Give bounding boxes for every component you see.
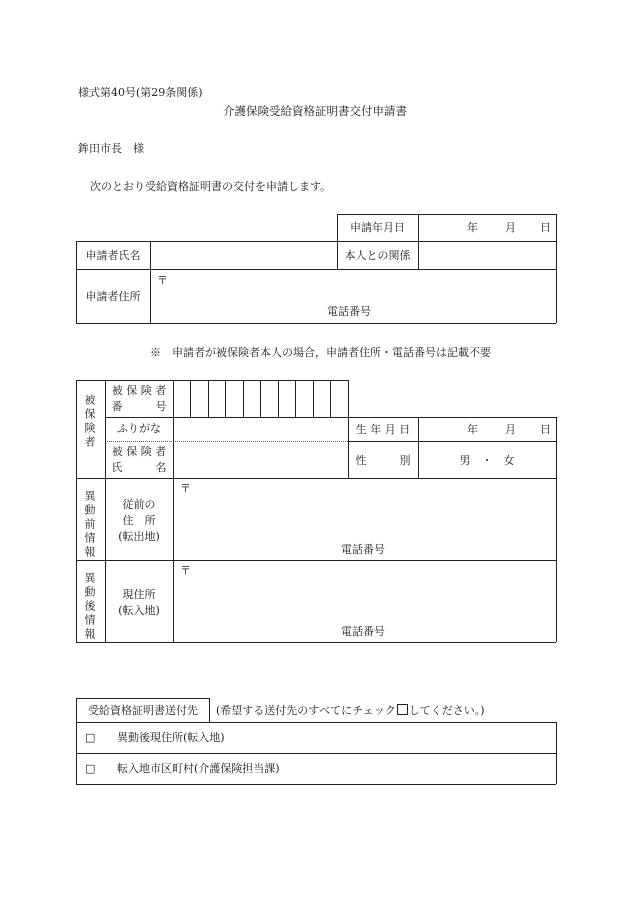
sex-options[interactable]: 男 ・ 女 — [459, 454, 515, 467]
intro-text: 次のとおり受給資格証明書の交付を申請します。 — [90, 180, 332, 193]
application-date-month: 月 — [505, 221, 516, 234]
after-address-label-1: 現住所 — [122, 588, 156, 601]
applicant-name-field[interactable] — [150, 241, 337, 269]
applicant-postal-mark: 〒 — [157, 274, 168, 287]
delivery-instruction-a: (希望する送付先のすべてにチェック — [216, 704, 396, 717]
birth-date-label: 生 年 月 日 — [355, 423, 411, 436]
after-address-label-2: (転入地) — [118, 604, 160, 617]
sex-label: 性 別 — [355, 454, 411, 467]
insured-name-label-1: 被 保 険 者 — [111, 445, 167, 458]
insured-name-field[interactable] — [173, 441, 348, 478]
before-section-label: 異動前情報 — [83, 490, 96, 560]
insured-number-label-2: 番 号 — [111, 400, 167, 413]
insured-name-label-2: 氏 名 — [111, 461, 167, 474]
before-postal-mark: 〒 — [180, 482, 191, 495]
relation-label: 本人との関係 — [344, 249, 411, 262]
before-address-label-2: 住 所 — [122, 514, 156, 527]
application-date-year: 年 — [467, 221, 478, 234]
after-postal-mark: 〒 — [180, 564, 191, 577]
furigana-label: ふりがな — [117, 422, 161, 435]
application-date-label: 申請年月日 — [350, 221, 405, 234]
birth-date-year: 年 — [467, 423, 478, 436]
application-date-day: 日 — [540, 221, 551, 234]
before-address-label-1: 従前の — [122, 498, 156, 511]
after-phone-label: 電話番号 — [341, 625, 385, 638]
birth-date-month: 月 — [505, 423, 516, 436]
application-date-field[interactable] — [418, 214, 556, 241]
insured-section-label: 被保険者 — [83, 394, 96, 450]
furigana-field[interactable] — [173, 417, 348, 441]
relation-field[interactable] — [418, 241, 556, 269]
after-section-label: 異動後情報 — [83, 572, 96, 642]
note-text: ※ 申請者が被保険者本人の場合，申請者住所・電話番号は記載不要 — [150, 346, 491, 359]
delivery-instruction-b: してください。) — [408, 704, 485, 717]
before-address-label-3: (転出地) — [118, 530, 160, 543]
before-phone-label: 電話番号 — [341, 543, 385, 556]
checkbox-icon — [397, 704, 408, 715]
applicant-name-label: 申請者氏名 — [85, 249, 141, 262]
applicant-address-label: 申請者住所 — [85, 290, 141, 303]
delivery-option-1-label: 異動後現住所(転入地) — [117, 731, 225, 744]
addressee: 鉾田市長 様 — [78, 142, 144, 155]
insured-number-field[interactable] — [173, 380, 348, 417]
birth-date-day: 日 — [540, 423, 551, 436]
delivery-label: 受給資格証明書送付先 — [88, 704, 198, 717]
applicant-phone-label: 電話番号 — [327, 305, 371, 318]
delivery-option-2-label: 転入地市区町村(介護保険担当課) — [117, 762, 280, 775]
delivery-option-2-checkbox[interactable]: □ — [85, 762, 96, 775]
delivery-option-1-checkbox[interactable]: □ — [85, 731, 96, 744]
delivery-instruction — [216, 704, 485, 718]
birth-date-field[interactable] — [418, 417, 556, 441]
insured-number-label-1: 被 保 険 者 — [111, 384, 167, 397]
form-title: 介護保険受給資格証明書交付申請書 — [223, 104, 407, 118]
form-number: 様式第40号(第29条関係) — [78, 86, 203, 99]
